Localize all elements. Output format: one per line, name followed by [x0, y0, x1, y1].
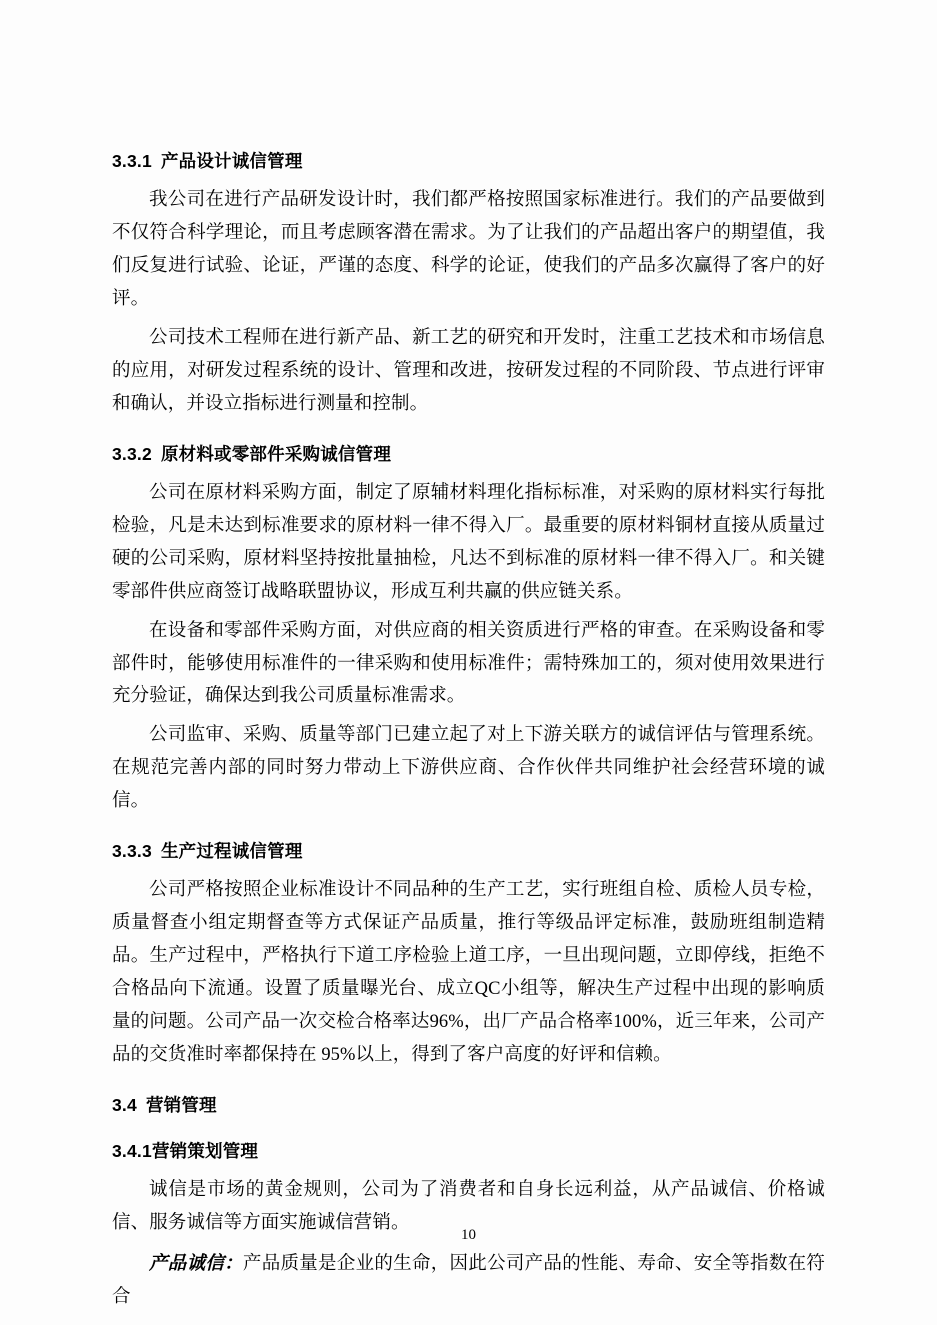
- section-heading-3-3-2: [112, 441, 825, 467]
- heading-number: 3.3.3: [112, 841, 152, 862]
- heading-text: [112, 1138, 825, 1164]
- paragraph: 在设备和零部件采购方面，对供应商的相关资质进行严格的审查。在采购设备和零部件时，能够使用标准件的一律采购和使用标准件；需特殊加工的，须对使用效果进行充分验证，确保达到我公司质量标准需求。: [112, 620, 825, 707]
- section-body-3-3-2: [112, 477, 825, 818]
- heading-title: 原材料或零部件采购诚信管理: [160, 443, 392, 464]
- page-number: 10: [461, 1227, 476, 1243]
- heading-title: 营销策划管理: [151, 1141, 259, 1162]
- section-heading-3-4: [112, 1092, 825, 1118]
- heading-text: [112, 148, 825, 174]
- heading-number: 3.3.1: [112, 151, 152, 171]
- paragraph-lead: 产品诚信：: [149, 1254, 243, 1275]
- paragraph: 公司在原材料采购方面，制定了原辅材料理化指标标准，对采购的原材料实行每批检验，凡是未达到标准要求的原材料一律不得入厂。最重要的原材料铜材直接从质量过硬的公司采购，原材料坚持按批量抽检，凡达不到标准的原材料一律不得入厂。和关键零部件供应商签订战略联盟协议，形成互利共赢的供应链关系。: [112, 482, 825, 602]
- paragraph-text: 产品质量是企业的生命，因此公司产品的性能、寿命、安全等指数在符合: [112, 1254, 825, 1308]
- heading-number: 3.4.1: [112, 1141, 152, 1162]
- heading-title: 营销管理: [145, 1094, 217, 1115]
- heading-text: [112, 1092, 825, 1118]
- paragraph: 我公司在进行产品研发设计时，我们都严格按照国家标准进行。我们的产品要做到不仅符合科学理论，而且考虑顾客潜在需求。为了让我们的产品超出客户的期望值，我们反复进行试验、论证，严谨的态度、科学的论证，使我们的产品多次赢得了客户的好评。: [112, 190, 825, 310]
- heading-title: 生产过程诚信管理: [160, 841, 303, 862]
- document-body: [112, 148, 825, 1314]
- paragraph: 诚信是市场的黄金规则，公司为了消费者和自身长远利益，从产品诚信、价格诚信、服务诚信等方面实施诚信营销。: [112, 1180, 825, 1234]
- heading-title: 产品设计诚信管理: [160, 151, 303, 171]
- heading-number: 3.3.2: [112, 443, 152, 464]
- heading-number: 3.4: [112, 1094, 137, 1115]
- heading-text: [112, 838, 825, 864]
- section-heading-3-3-1: [112, 148, 825, 174]
- section-body-3-3-3: [112, 874, 825, 1072]
- section-heading-3-3-3: [112, 838, 825, 864]
- paragraph-product-integrity: [112, 1248, 825, 1314]
- paragraph: 公司严格按照企业标准设计不同品种的生产工艺，实行班组自检、质检人员专检，质量督查小组定期督查等方式保证产品质量，推行等级品评定标准，鼓励班组制造精品。生产过程中，严格执行下道工序检验上道工序，一旦出现问题，立即停线，拒绝不合格品向下流通。设置了质量曝光台、成立QC小组等，解决生产过程中出现的影响质量的问题。公司产品一次交检合格率达96%，出厂产品合格率100%，近三年来，公司产品的交货准时率都保持在 95%以上，得到了客户高度的好评和信赖。: [112, 880, 825, 1066]
- section-heading-3-4-1: [112, 1138, 825, 1164]
- paragraph: 公司技术工程师在进行新产品、新工艺的研究和开发时，注重工艺技术和市场信息的应用，对研发过程系统的设计、管理和改进，按研发过程的不同阶段、节点进行评审和确认，并设立指标进行测量和控制。: [112, 327, 825, 414]
- section-body-3-3-1: [112, 184, 825, 420]
- paragraph: 公司监审、采购、质量等部门已建立起了对上下游关联方的诚信评估与管理系统。在规范完善内部的同时努力带动上下游供应商、合作伙伴共同维护社会经营环境的诚信。: [112, 725, 825, 812]
- heading-text: [112, 441, 825, 467]
